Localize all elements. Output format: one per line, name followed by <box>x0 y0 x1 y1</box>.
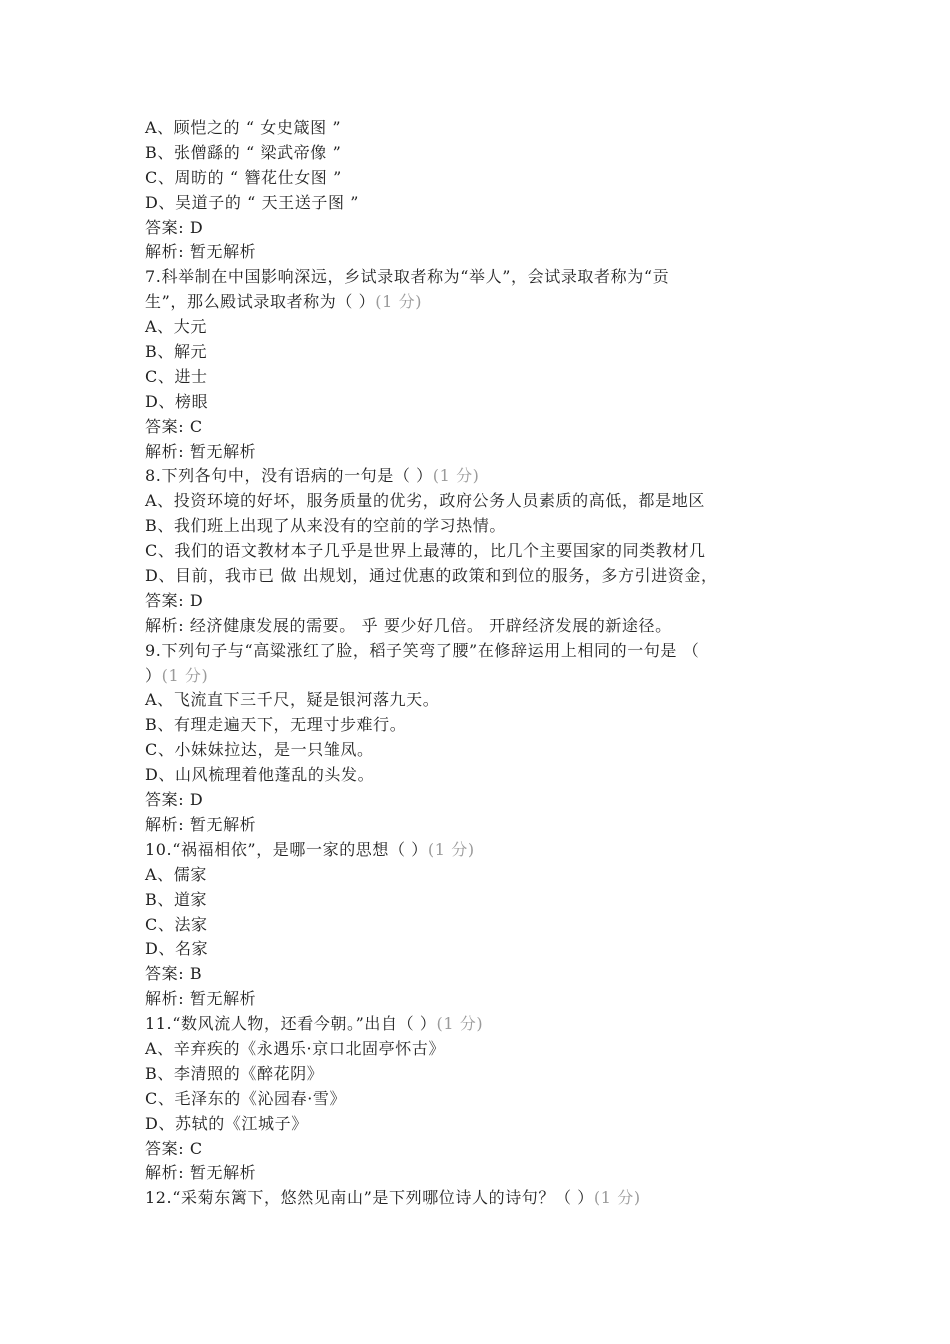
text-line <box>145 166 825 191</box>
text-line <box>145 539 825 564</box>
line-text: C、毛泽东的《沁园春·雪》 <box>145 1088 347 1108</box>
text-line <box>145 589 825 614</box>
line-text: 解析: 暂无解析 <box>145 441 257 461</box>
text-line <box>145 415 825 440</box>
text-line <box>145 863 825 888</box>
line-text: 答案: D <box>145 217 204 237</box>
line-text: D、苏轼的《江城子》 <box>145 1113 308 1133</box>
line-text: D、目前，我市已 做 出规划，通过优惠的政策和到位的服务，多方引进资金， <box>145 566 718 586</box>
question-score: (1 分) <box>161 665 209 685</box>
text-line <box>145 564 825 589</box>
text-line <box>145 390 825 415</box>
text-line <box>145 813 825 838</box>
line-text: D、山风梳理着他蓬乱的头发。 <box>145 765 375 785</box>
line-text: 答案: C <box>145 1138 203 1158</box>
line-text: A、儒家 <box>145 864 207 884</box>
text-line <box>145 265 825 290</box>
line-text: D、名家 <box>145 939 209 959</box>
line-text: A、顾恺之的 “ 女史箴图 ” <box>145 118 342 137</box>
line-text: B、李清照的《醉花阴》 <box>145 1063 324 1083</box>
line-text: 解析: 暂无解析 <box>145 989 257 1009</box>
line-text: 解析: 经济健康发展的需要。 乎 要少好几倍。 开辟经济发展的新途径。 <box>145 615 672 635</box>
question-score: (1 分) <box>593 1188 641 1208</box>
text-line <box>145 1137 825 1162</box>
question-score: (1 分) <box>436 1014 484 1034</box>
text-line <box>145 962 825 987</box>
line-text: C、小妹妹拉达，是一只雏凤。 <box>145 740 374 760</box>
text-line <box>145 240 825 265</box>
line-text: D、吴道子的 “ 天王送子图 ” <box>145 192 360 212</box>
line-text: 9.下列句子与“高粱涨红了脸，稻子笑弯了腰”在修辞运用上相同的一句是 （ <box>145 640 700 660</box>
line-text: 生”，那么殿试录取者称为（ ） <box>145 292 376 312</box>
line-text: C、进士 <box>145 366 208 386</box>
text-line <box>145 489 825 514</box>
text-line <box>145 614 825 639</box>
text-line <box>145 838 825 863</box>
line-text: 答案: D <box>145 790 204 810</box>
line-text: C、我们的语文教材本子几乎是世界上最薄的，比几个主要国家的同类教材几 <box>145 541 706 561</box>
text-line <box>145 1186 825 1211</box>
text-line <box>145 290 825 315</box>
question-score: (1 分) <box>375 292 423 312</box>
line-text: 解析: 暂无解析 <box>145 1163 257 1183</box>
line-text: 12.“采菊东篱下，悠然见南山”是下列哪位诗人的诗句？（ ） <box>145 1188 594 1208</box>
text-line <box>145 464 825 489</box>
text-line <box>145 987 825 1012</box>
text-line <box>145 216 825 241</box>
text-line <box>145 763 825 788</box>
line-text: 解析: 暂无解析 <box>145 242 257 262</box>
line-text: B、有理走遍天下，无理寸步难行。 <box>145 715 407 735</box>
text-line <box>145 1037 825 1062</box>
line-text: B、解元 <box>145 342 208 362</box>
text-line <box>145 315 825 340</box>
line-text: A、辛弃疾的《永遇乐·京口北固亭怀古》 <box>145 1038 446 1058</box>
line-text: 解析: 暂无解析 <box>145 814 257 834</box>
line-text: 10.“祸福相依”，是哪一家的思想（ ） <box>145 839 428 859</box>
line-text: 答案: B <box>145 964 203 984</box>
question-score: (1 分) <box>427 839 475 859</box>
line-text: 答案: C <box>145 416 203 436</box>
line-text: A、大元 <box>145 317 207 337</box>
text-line <box>145 141 825 166</box>
text-line <box>145 937 825 962</box>
text-line <box>145 440 825 465</box>
line-text: B、我们班上出现了从来没有的空前的学习热情。 <box>145 516 506 536</box>
text-line <box>145 1062 825 1087</box>
text-line <box>145 888 825 913</box>
line-text: B、张僧繇的 “ 梁武帝像 ” <box>145 142 342 162</box>
text-line <box>145 116 825 141</box>
text-line <box>145 688 825 713</box>
text-line <box>145 738 825 763</box>
line-text: A、投资环境的好坏，服务质量的优劣，政府公务人员素质的高低，都是地区 <box>145 491 705 511</box>
text-line <box>145 514 825 539</box>
line-text: A、飞流直下三千尺，疑是银河落九天。 <box>145 690 440 710</box>
text-line <box>145 788 825 813</box>
document-page <box>145 116 825 1211</box>
line-text: B、道家 <box>145 889 208 909</box>
line-text: D、榜眼 <box>145 391 209 411</box>
question-score: (1 分) <box>432 466 480 486</box>
text-line <box>145 1161 825 1186</box>
line-text: 7.科举制在中国影响深远，乡试录取者称为“举人”，会试录取者称为“贡 <box>145 267 670 287</box>
text-line <box>145 340 825 365</box>
text-line <box>145 913 825 938</box>
line-text: 8.下列各句中，没有语病的一句是（ ） <box>145 466 433 486</box>
text-line <box>145 1012 825 1037</box>
text-line <box>145 713 825 738</box>
line-text: ） <box>145 665 162 685</box>
text-line <box>145 1087 825 1112</box>
line-text: 答案: D <box>145 590 204 610</box>
text-line <box>145 1112 825 1137</box>
text-line <box>145 639 825 664</box>
line-text: 11.“数风流人物，还看今朝。”出自（ ） <box>145 1014 437 1034</box>
line-text: C、周昉的 “ 簪花仕女图 ” <box>145 167 342 187</box>
text-line <box>145 664 825 689</box>
text-line <box>145 365 825 390</box>
text-line <box>145 191 825 216</box>
line-text: C、法家 <box>145 914 208 934</box>
